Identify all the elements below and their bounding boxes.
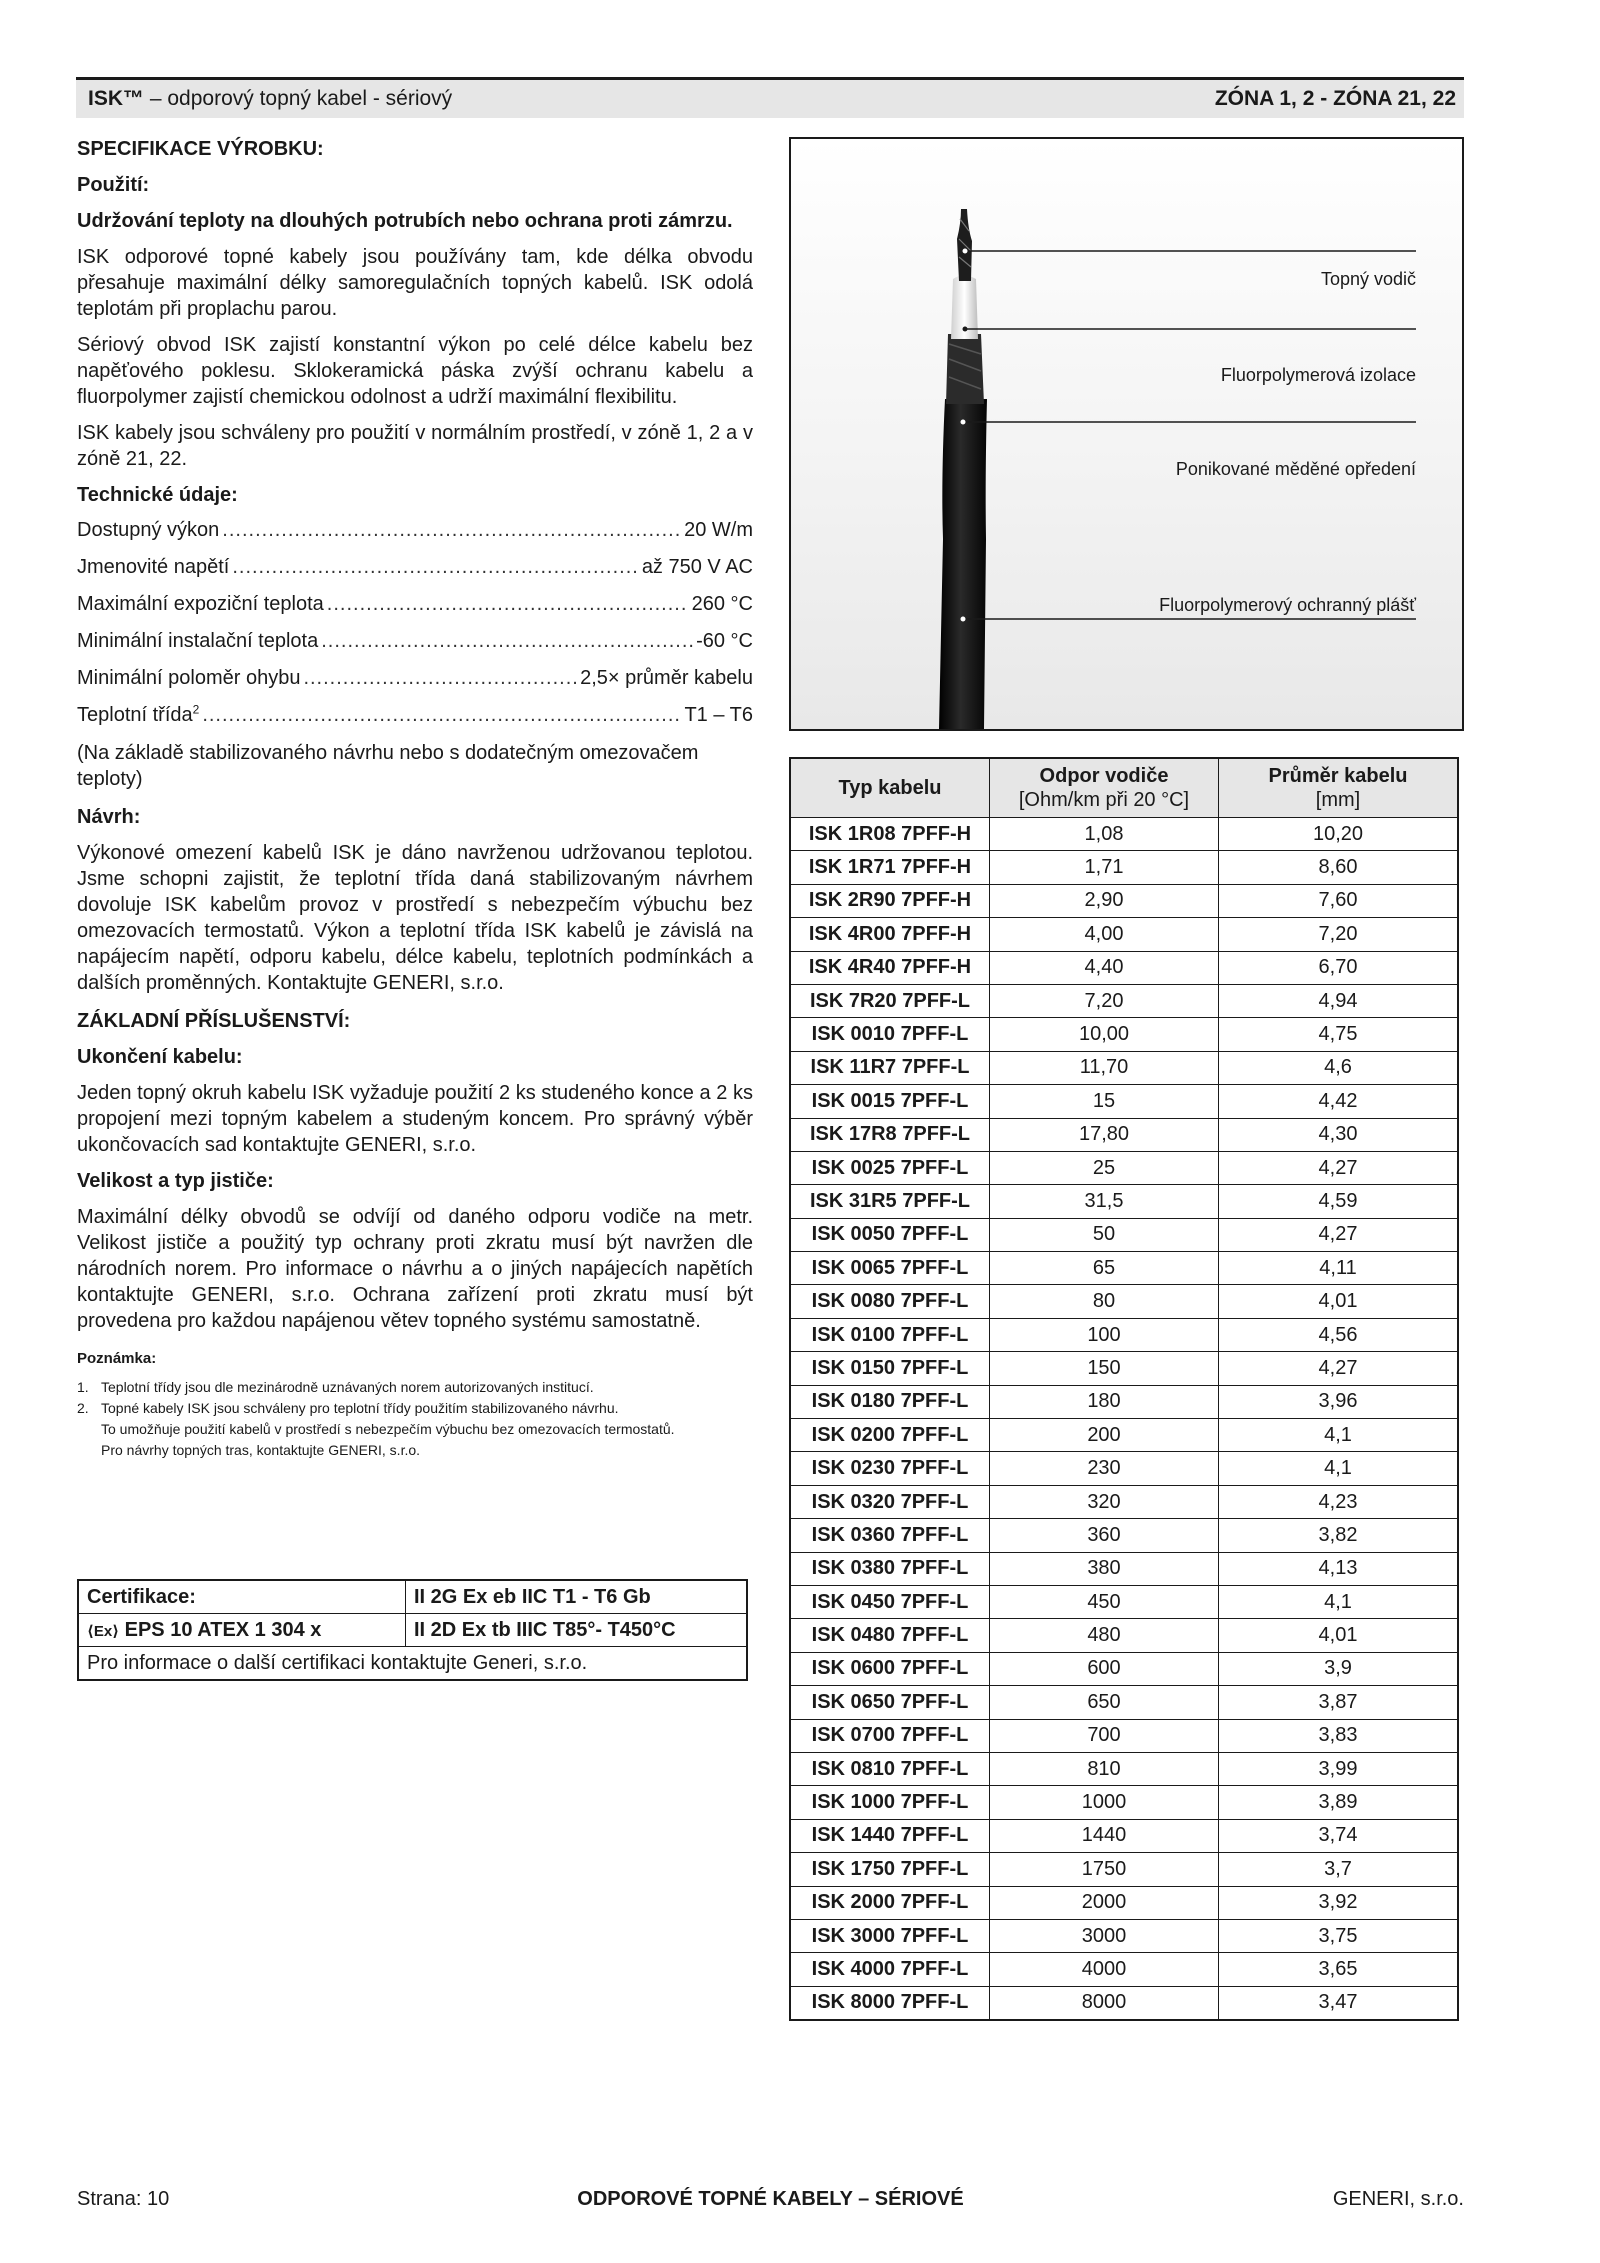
tech-value: 260 °C [691, 593, 753, 615]
resistance-cell: 180 [990, 1385, 1219, 1418]
cable-type-cell: ISK 4R00 7PFF-H [790, 918, 990, 951]
table-row [790, 918, 1458, 951]
diameter-cell: 3,87 [1219, 1686, 1459, 1719]
resistance-cell: 25 [990, 1151, 1219, 1184]
resistance-cell: 380 [990, 1552, 1219, 1585]
resistance-cell: 2,90 [990, 884, 1219, 917]
note-item [77, 1419, 753, 1440]
table-header-row [790, 758, 1458, 818]
table-row [790, 1953, 1458, 1986]
resistance-cell: 3000 [990, 1919, 1219, 1952]
table-row [790, 818, 1458, 851]
table-body [790, 818, 1458, 2021]
diameter-cell: 7,60 [1219, 884, 1459, 917]
cable-type-cell: ISK 0810 7PFF-L [790, 1752, 990, 1785]
label-insulation: Fluorpolymerová izolace [1220, 365, 1416, 385]
resistance-cell: 100 [990, 1318, 1219, 1351]
diameter-cell: 4,42 [1219, 1085, 1459, 1118]
diameter-cell: 3,92 [1219, 1886, 1459, 1919]
zone-label: ZÓNA 1, 2 - ZÓNA 21, 22 [1214, 87, 1456, 110]
note-continuation: Pro návrhy topných tras, kontaktujte GENERI, s.r.o. [101, 1442, 421, 1458]
resistance-cell: 1440 [990, 1819, 1219, 1852]
table-row [790, 1051, 1458, 1084]
table-row [790, 1519, 1458, 1552]
note-number: 2. [77, 1400, 89, 1416]
resistance-cell: 1000 [990, 1786, 1219, 1819]
note-text: Topné kabely ISK jsou schváleny pro teplotní třídy použitím stabilizovaného návrhu. [101, 1400, 619, 1416]
resistance-cell: 600 [990, 1652, 1219, 1685]
cable-type-cell: ISK 7R20 7PFF-L [790, 984, 990, 1017]
resistance-cell: 2000 [990, 1886, 1219, 1919]
diameter-cell: 3,47 [1219, 1986, 1459, 2020]
termination-paragraph: Jeden topný okruh kabelu ISK vyžaduje použití 2 ks studeného konce a 2 ks propojení mezi topným kabelem a studeným koncem. Pro správný výběr ukončovacích sad kontaktujte GENERI, s.r.o. [77, 1082, 753, 1156]
diameter-cell: 4,27 [1219, 1352, 1459, 1385]
resistance-cell: 11,70 [990, 1051, 1219, 1084]
resistance-cell: 17,80 [990, 1118, 1219, 1151]
certification-label: Certifikace: [78, 1580, 406, 1614]
diameter-cell: 3,75 [1219, 1919, 1459, 1952]
table-row [790, 1385, 1458, 1418]
tech-value: 20 W/m [684, 519, 753, 541]
cable-type-cell: ISK 0100 7PFF-L [790, 1318, 990, 1351]
note-text: Teplotní třídy jsou dle mezinárodně uznávaných norem autorizovaných institucí. [101, 1379, 594, 1395]
table-row [790, 1919, 1458, 1952]
note-number: 1. [77, 1379, 89, 1395]
tech-label: Maximální expoziční teplota [77, 593, 324, 615]
cable-type-cell: ISK 0380 7PFF-L [790, 1552, 990, 1585]
resistance-cell: 4,40 [990, 951, 1219, 984]
cable-table [789, 757, 1459, 2021]
table-row [790, 1118, 1458, 1151]
cable-type-cell: ISK 3000 7PFF-L [790, 1919, 990, 1952]
table-row [790, 1285, 1458, 1318]
tech-heading: Technické údaje: [77, 484, 238, 506]
notes-heading: Poznámka: [77, 1350, 157, 1367]
diameter-cell: 8,60 [1219, 851, 1459, 884]
table-row [790, 1452, 1458, 1485]
cable-type-cell: ISK 1000 7PFF-L [790, 1786, 990, 1819]
cable-illustration [791, 139, 1462, 729]
resistance-cell: 4,00 [990, 918, 1219, 951]
table-row [790, 1686, 1458, 1719]
col-diameter [1219, 758, 1459, 818]
tech-label: Dostupný výkon [77, 519, 220, 541]
diameter-cell: 4,94 [1219, 984, 1459, 1017]
resistance-cell: 15 [990, 1085, 1219, 1118]
diameter-cell: 3,83 [1219, 1719, 1459, 1752]
table-row [790, 1719, 1458, 1752]
resistance-cell: 10,00 [990, 1018, 1219, 1051]
breaker-paragraph: Maximální délky obvodů se odvíjí od daného odporu vodiče na metr. Velikost jističe a použitý typ ochrany proti zkratu musí být navržen dle národních norem. Pro informace o návrhu a o jiných napájecích napětích kontaktujte GENERI, s.r.o. Ochrana zařízení proti zkratu musí být provedena pro každou napájenou větev topného systému samostatně. [77, 1206, 753, 1332]
table-row [790, 1619, 1458, 1652]
cable-type-cell: ISK 1R08 7PFF-H [790, 818, 990, 851]
use-paragraph-1: ISK odporové topné kabely jsou používány tam, kde délka obvodu přesahuje maximální délky samoregulačních topných kabelů. ISK odolá teplotám při proplachu parou. [77, 246, 753, 320]
table-row [790, 1085, 1458, 1118]
tech-label: Minimální instalační teplota [77, 630, 319, 652]
tech-label-text: Teplotní třída [77, 704, 193, 726]
diameter-cell: 4,01 [1219, 1285, 1459, 1318]
table-row [790, 1252, 1458, 1285]
diameter-cell: 3,96 [1219, 1385, 1459, 1418]
cable-type-cell: ISK 0360 7PFF-L [790, 1519, 990, 1552]
cable-type-cell: ISK 0025 7PFF-L [790, 1151, 990, 1184]
note-item [77, 1377, 753, 1398]
resistance-cell: 230 [990, 1452, 1219, 1485]
diameter-cell: 4,23 [1219, 1485, 1459, 1518]
col-type-label: Typ kabelu [838, 777, 942, 799]
diameter-cell: 3,74 [1219, 1819, 1459, 1852]
cable-type-cell: ISK 17R8 7PFF-L [790, 1118, 990, 1151]
certification-info: Pro informace o další certifikaci kontaktujte Generi, s.r.o. [78, 1647, 747, 1681]
cable-type-cell: ISK 0450 7PFF-L [790, 1585, 990, 1618]
page-header [76, 77, 1464, 118]
resistance-cell: 1,71 [990, 851, 1219, 884]
diameter-cell: 3,7 [1219, 1853, 1459, 1886]
table-row [790, 1352, 1458, 1385]
outer-jacket [939, 399, 987, 729]
tech-row [77, 660, 753, 697]
table-row [790, 1886, 1458, 1919]
use-paragraph-3: ISK kabely jsou schváleny pro použití v normálním prostředí, v zóně 1, 2 a v zóně 21, 22. [77, 422, 753, 470]
resistance-cell: 80 [990, 1285, 1219, 1318]
certification-dust: II 2D Ex tb IIIC T85°- T450°C [406, 1614, 748, 1647]
cable-figure [789, 137, 1464, 731]
resistance-cell: 1750 [990, 1853, 1219, 1886]
resistance-cell: 150 [990, 1352, 1219, 1385]
resistance-cell: 8000 [990, 1986, 1219, 2020]
certification-number: EPS 10 ATEX 1 304 x [124, 1618, 322, 1641]
resistance-cell: 650 [990, 1686, 1219, 1719]
diameter-cell: 4,1 [1219, 1585, 1459, 1618]
resistance-cell: 200 [990, 1419, 1219, 1452]
design-paragraph: Výkonové omezení kabelů ISK je dáno navrženou udržovanou teplotou. Jsme schopni zajistit, že teplotní třída daná stabilizovaným návrhem dovoluje ISK kabelům provoz v prostředí s nebezpečím výbuchu bez omezovacích termostatů. Výkon a teplotní třída ISK kabelů je závislá na napájecím napětí, odporu kabelu, délce kabelu, teplotních podmínkách a dalších proměnných. Kontaktujte GENERI, s.r.o. [77, 842, 753, 994]
cable-type-cell: ISK 0010 7PFF-L [790, 1018, 990, 1051]
table-row [790, 951, 1458, 984]
cable-type-cell: ISK 0600 7PFF-L [790, 1652, 990, 1685]
resistance-cell: 480 [990, 1619, 1219, 1652]
note-continuation: To umožňuje použití kabelů v prostředí s nebezpečím výbuchu bez omezovacích termostatů. [101, 1421, 675, 1437]
resistance-cell: 31,5 [990, 1185, 1219, 1218]
col-resistance-unit: [Ohm/km při 20 °C] [1018, 789, 1190, 811]
diameter-cell: 4,6 [1219, 1051, 1459, 1084]
footnote-ref: 2 [192, 702, 200, 717]
use-paragraph-2: Sériový obvod ISK zajistí konstantní výkon po celé délce kabelu bez napěťového poklesu. Sklokeramická páska zvýší ochranu kabelu a fluorpolymer zajistí chemickou odolnost a udrží maximální flexibilitu. [77, 334, 753, 408]
diameter-cell: 3,82 [1219, 1519, 1459, 1552]
cable-type-cell: ISK 0650 7PFF-L [790, 1686, 990, 1719]
tech-note: (Na základě stabilizovaného návrhu nebo s dodatečným omezovačem teploty) [77, 742, 699, 790]
label-jacket: Fluorpolymerový ochranný plášť [1159, 595, 1416, 615]
resistance-cell: 700 [990, 1719, 1219, 1752]
resistance-cell: 320 [990, 1485, 1219, 1518]
cable-type-cell: ISK 0700 7PFF-L [790, 1719, 990, 1752]
cable-type-cell: ISK 31R5 7PFF-L [790, 1185, 990, 1218]
tech-row [77, 586, 753, 623]
footer-company: GENERI, s.r.o. [1332, 2188, 1464, 2210]
table-row [790, 1752, 1458, 1785]
col-diameter-label: Průměr kabelu [1268, 765, 1408, 787]
diameter-cell: 3,89 [1219, 1786, 1459, 1819]
table-row [790, 884, 1458, 917]
cable-type-cell: ISK 0050 7PFF-L [790, 1218, 990, 1251]
resistance-cell: 810 [990, 1752, 1219, 1785]
spec-heading: SPECIFIKACE VÝROBKU: [77, 138, 324, 160]
resistance-cell: 7,20 [990, 984, 1219, 1017]
diameter-cell: 4,27 [1219, 1151, 1459, 1184]
table-row [790, 1853, 1458, 1886]
resistance-cell: 4000 [990, 1953, 1219, 1986]
design-heading: Návrh: [77, 806, 141, 828]
certification-number-cell [78, 1614, 406, 1647]
tech-row [77, 549, 753, 586]
table-row [790, 1786, 1458, 1819]
note-item [77, 1440, 753, 1461]
resistance-cell: 50 [990, 1218, 1219, 1251]
specification-column [77, 136, 753, 1461]
certification-gas: II 2G Ex eb IIC T1 - T6 Gb [406, 1580, 748, 1614]
diameter-cell: 4,27 [1219, 1218, 1459, 1251]
col-diameter-unit: [mm] [1315, 789, 1361, 811]
table-row [790, 851, 1458, 884]
header-title [88, 87, 452, 111]
cable-type-cell: ISK 0180 7PFF-L [790, 1385, 990, 1418]
certification-table [77, 1579, 748, 1681]
cable-type-cell: ISK 11R7 7PFF-L [790, 1051, 990, 1084]
table-row [790, 1018, 1458, 1051]
tech-specs [77, 512, 753, 734]
tech-value: 2,5× průměr kabelu [580, 667, 753, 689]
page-number: Strana: 10 [77, 2188, 170, 2210]
table-row [790, 1419, 1458, 1452]
termination-heading: Ukončení kabelu: [77, 1046, 243, 1068]
product-subtitle: – odporový topný kabel - sériový [144, 87, 453, 110]
use-subheading: Udržování teploty na dlouhých potrubích nebo ochrana proti zámrzu. [77, 210, 733, 232]
resistance-cell: 65 [990, 1252, 1219, 1285]
diameter-cell: 6,70 [1219, 951, 1459, 984]
diameter-cell: 3,65 [1219, 1953, 1459, 1986]
footer-title: ODPOROVÉ TOPNÉ KABELY – SÉRIOVÉ [577, 2188, 964, 2210]
tech-label: Jmenovité napětí [77, 556, 230, 578]
cable-type-cell: ISK 1R71 7PFF-H [790, 851, 990, 884]
notes [77, 1348, 753, 1461]
col-type [790, 758, 990, 818]
resistance-cell: 360 [990, 1519, 1219, 1552]
tech-value: až 750 V AC [641, 556, 753, 578]
table-row [790, 1218, 1458, 1251]
cable-type-cell: ISK 0480 7PFF-L [790, 1619, 990, 1652]
diameter-cell: 4,13 [1219, 1552, 1459, 1585]
cable-type-cell: ISK 0200 7PFF-L [790, 1419, 990, 1452]
col-resistance [990, 758, 1219, 818]
table-row [790, 1552, 1458, 1585]
cable-type-cell: ISK 0320 7PFF-L [790, 1485, 990, 1518]
resistance-cell: 1,08 [990, 818, 1219, 851]
cable-type-cell: ISK 0015 7PFF-L [790, 1085, 990, 1118]
table-row [790, 1986, 1458, 2020]
page-footer [77, 2188, 1464, 2218]
diameter-cell: 4,30 [1219, 1118, 1459, 1151]
cable-type-cell: ISK 0080 7PFF-L [790, 1285, 990, 1318]
diameter-cell: 3,99 [1219, 1752, 1459, 1785]
table-row [790, 1185, 1458, 1218]
cable-type-cell: ISK 0065 7PFF-L [790, 1252, 990, 1285]
diameter-cell: 4,59 [1219, 1185, 1459, 1218]
cable-type-cell: ISK 8000 7PFF-L [790, 1986, 990, 2020]
table-row [790, 1485, 1458, 1518]
ex-icon: ⟨Ex⟩ [87, 1622, 120, 1640]
tech-row [77, 697, 753, 734]
diameter-cell: 3,9 [1219, 1652, 1459, 1685]
tech-row [77, 623, 753, 660]
tech-value: -60 °C [696, 630, 753, 652]
accessories-heading: ZÁKLADNÍ PŘÍSLUŠENSTVÍ: [77, 1010, 351, 1032]
cable-type-cell: ISK 2000 7PFF-L [790, 1886, 990, 1919]
diameter-cell: 4,1 [1219, 1452, 1459, 1485]
diameter-cell: 7,20 [1219, 918, 1459, 951]
table-row [790, 1151, 1458, 1184]
cable-type-cell: ISK 1440 7PFF-L [790, 1819, 990, 1852]
breaker-heading: Velikost a typ jističe: [77, 1170, 274, 1192]
tech-label [77, 697, 199, 734]
table-row [790, 984, 1458, 1017]
diameter-cell: 4,11 [1219, 1252, 1459, 1285]
resistance-cell: 450 [990, 1585, 1219, 1618]
table-row [790, 1318, 1458, 1351]
diameter-cell: 4,1 [1219, 1419, 1459, 1452]
table-row [790, 1819, 1458, 1852]
cable-type-cell: ISK 4000 7PFF-L [790, 1953, 990, 1986]
diameter-cell: 4,01 [1219, 1619, 1459, 1652]
cable-type-cell: ISK 4R40 7PFF-H [790, 951, 990, 984]
product-name: ISK™ [88, 87, 145, 110]
use-heading: Použití: [77, 174, 150, 196]
table-row [790, 1652, 1458, 1685]
diameter-cell: 4,75 [1219, 1018, 1459, 1051]
cable-type-cell: ISK 0230 7PFF-L [790, 1452, 990, 1485]
diameter-cell: 10,20 [1219, 818, 1459, 851]
col-resistance-label: Odpor vodiče [1039, 765, 1169, 787]
cable-type-cell: ISK 2R90 7PFF-H [790, 884, 990, 917]
label-heating-conductor: Topný vodič [1320, 269, 1416, 289]
tech-label: Minimální poloměr ohybu [77, 667, 301, 689]
cable-type-cell: ISK 0150 7PFF-L [790, 1352, 990, 1385]
tech-value: T1 – T6 [684, 704, 753, 726]
label-braid: Ponikované měděné opředení [1175, 459, 1416, 479]
tech-row [77, 512, 753, 549]
note-item [77, 1398, 753, 1419]
diameter-cell: 4,56 [1219, 1318, 1459, 1351]
table-row [790, 1585, 1458, 1618]
cable-type-cell: ISK 1750 7PFF-L [790, 1853, 990, 1886]
